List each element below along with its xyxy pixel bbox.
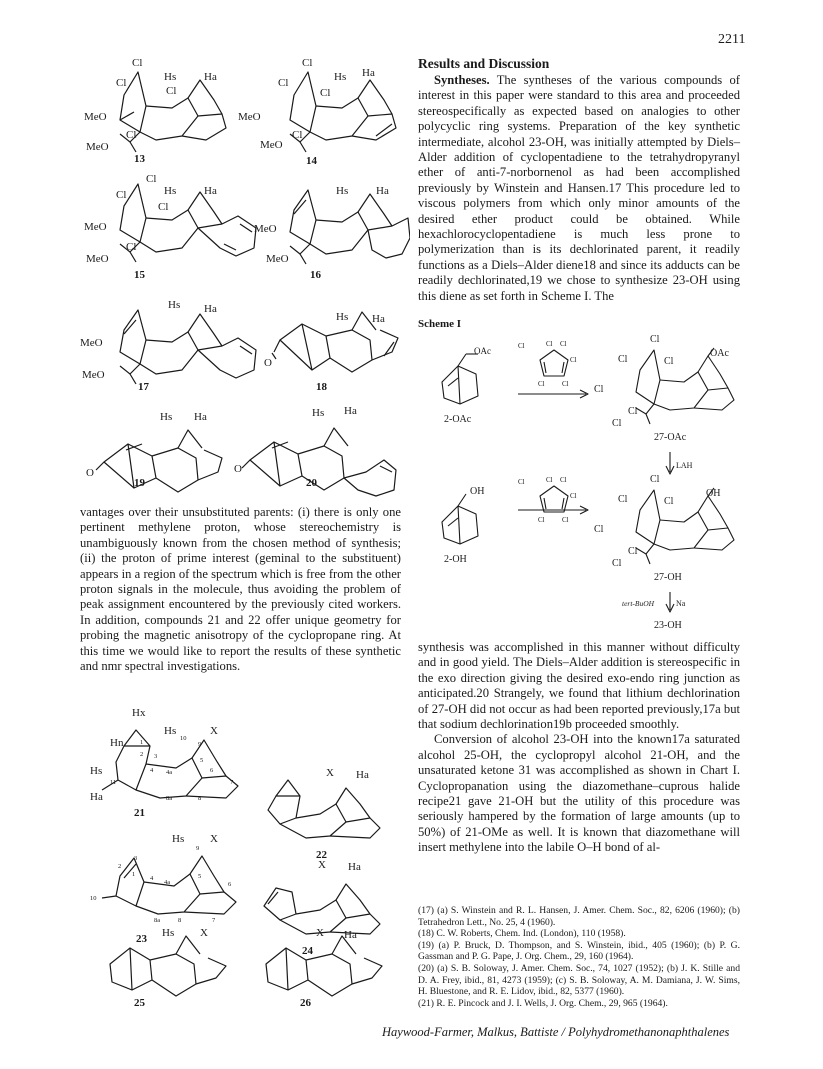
s15-cl-label: Cl (146, 173, 157, 185)
cl-label: Cl (562, 516, 569, 524)
s14-cl-label: Cl (302, 57, 313, 69)
cl-label: Cl (562, 380, 569, 388)
cl-label: Cl (650, 474, 660, 485)
cl-label: Cl (594, 384, 604, 395)
cl-label: Cl (570, 492, 577, 500)
s14-cl-label: Cl (320, 87, 331, 99)
cl-label: Cl (546, 476, 553, 484)
syntheses-lead: Syntheses. (434, 73, 490, 87)
s22-ha-label: Ha (356, 769, 369, 781)
s23-locant: 5 (198, 873, 202, 880)
s23-locant: 10 (90, 895, 97, 902)
cl-label: Cl (570, 356, 577, 364)
compound-number-20: 20 (306, 477, 317, 489)
reagent-tbuoh-label: tert-BuOH (622, 599, 655, 608)
syntheses-paragraph (418, 73, 740, 304)
s21-locant: 4a (166, 769, 173, 776)
footnote-18: (18) C. W. Roberts, Chem. Ind. (London), 110 (1958). (418, 928, 626, 940)
s13-cl-label: Cl (166, 85, 177, 97)
cl-label: Cl (560, 476, 567, 484)
s17-ha-label: Ha (204, 303, 217, 315)
s21-hx-label: Hx (132, 707, 146, 719)
s14-cl-label: Cl (292, 129, 303, 141)
s21-locant: 5 (200, 757, 204, 764)
reagent-lah-label: LAH (676, 461, 693, 470)
s21-locant: 6 (210, 767, 214, 774)
cl-label: Cl (628, 546, 638, 557)
s21-locant: 8a (166, 795, 173, 802)
cl-label: Cl (538, 380, 545, 388)
paragraph-conversion: Conversion of alcohol 23-OH into the known17a saturated alcohol 25-OH, the cyclopropyl alcohol 21-OH, and the unsaturated ketone 31 was accomplished as shown in Chart I. Cyclopropanation using the diazomethane–cuprous halide recipe21 gave 21-OH but the utility of this procedure was seriously hampered by the formation of large amounts (up to 50%) of 21-OMe as well. It is known that diazomethane will insert methylene into the labile O–H bond of al- (418, 732, 740, 855)
s24-x-label: X (318, 859, 326, 871)
compound-number-23: 23 (136, 933, 147, 945)
s15-cl-label: Cl (158, 201, 169, 213)
s23-locant: 1 (132, 871, 136, 878)
structures-figure (80, 40, 410, 500)
cl-label: Cl (628, 406, 638, 417)
s21-hn-label: Hn (110, 737, 124, 749)
s17-meo-label: MeO (80, 337, 103, 349)
compound-number-17: 17 (138, 381, 149, 393)
cl-label: Cl (538, 516, 545, 524)
compound-number-18: 18 (316, 381, 327, 393)
structure-16 (290, 190, 410, 264)
s19-o-label: O (86, 467, 94, 479)
scheme-title: Scheme I (418, 318, 462, 330)
structures-figure-2 (80, 700, 410, 1010)
s15-ha-label: Ha (204, 185, 217, 197)
s21-locant: 9 (198, 741, 202, 748)
s17-hs-label: Hs (168, 299, 181, 311)
s19-ha-label: Ha (194, 411, 207, 423)
cl-label: Cl (618, 354, 628, 365)
s21-locant: 10 (180, 735, 187, 742)
s14-cl-label: Cl (278, 77, 289, 89)
structure-15 (120, 184, 256, 262)
page-number: 2211 (718, 32, 746, 47)
s25-hs-label: Hs (162, 927, 175, 939)
scheme-i-figure (418, 330, 740, 630)
s21-hs-label: Hs (164, 725, 177, 737)
s21-ha-label: Ha (90, 791, 103, 803)
s21-locant: 3 (154, 753, 158, 760)
s16-hs-label: Hs (336, 185, 349, 197)
structure-20 (242, 428, 396, 496)
s15-meo-label: MeO (84, 221, 107, 233)
s13-ha-label: Ha (204, 71, 217, 83)
cl-label: Cl (618, 494, 628, 505)
compound-2-oh-label: 2-OH (444, 554, 467, 565)
compound-number-16: 16 (310, 269, 321, 281)
s23-locant: 9 (196, 845, 200, 852)
s14-meo-label: MeO (238, 111, 261, 123)
s23-locant: 4a (164, 879, 171, 886)
s26-ha-label: Ha (344, 929, 357, 941)
s13-meo-label: MeO (84, 111, 107, 123)
compound-number-19: 19 (134, 477, 145, 489)
s23-locant: 6 (228, 881, 232, 888)
compound-number-13: 13 (134, 153, 145, 165)
s15-cl-label: Cl (126, 241, 137, 253)
s23-locant: 3 (134, 855, 138, 862)
s18-ha-label: Ha (372, 313, 385, 325)
s23-locant: 8 (178, 917, 182, 924)
structure-22 (268, 780, 380, 838)
s15-cl-label: Cl (116, 189, 127, 201)
s23-locant: 7 (212, 917, 216, 924)
oh-label: OH (470, 486, 485, 497)
s23-locant: 8a (154, 917, 161, 924)
structure-19 (96, 430, 222, 492)
s20-o-label: O (234, 463, 242, 475)
structure-26 (266, 936, 382, 996)
s15-meo-label: MeO (86, 253, 109, 265)
structure-17 (120, 310, 256, 384)
s21-x-label: X (210, 725, 218, 737)
s21-locant: 1 (140, 739, 144, 746)
compound-23-oh-label: 23-OH (654, 620, 682, 630)
compound-number-14: 14 (306, 155, 317, 167)
s21-locant: 2 (140, 751, 144, 758)
cl-label: Cl (518, 478, 525, 486)
s14-ha-label: Ha (362, 67, 375, 79)
oac-label: OAc (474, 346, 491, 356)
left-body-paragraph (80, 505, 401, 674)
s13-cl-label: Cl (126, 129, 137, 141)
footnote-19: (19) (a) P. Bruck, D. Thompson, and S. Winstein, ibid., 405 (1960); (b) P. G. Gassman and P. G. Pape, J. Org. Chem., 29, 160 (1964). (418, 939, 740, 963)
compound-27-oh-label: 27-OH (654, 572, 682, 583)
paragraph-advantages: vantages over their unsubstituted parents: (i) there is only one pertinent methylene proton, whose stereochemistry is unambiguously known from the chosen method of synthesis; (ii) the proton of prime interest (geminal to the substituent) appears in a region of the spectrum which is free from the other proton signals in the molecule, thus avoiding the problem of peak assignment encountered by the previously cited workers. In addition, compounds 21 and 22 offer unique geometry for probing the magnetic anisotropy of the cyclopropane ring. At this time we would like to report the results of these synthetic and nmr spectral investigations. (80, 505, 401, 674)
footnotes (418, 905, 740, 1009)
oac-label: OAc (710, 348, 729, 359)
cl-label: Cl (560, 340, 567, 348)
s20-ha-label: Ha (344, 405, 357, 417)
reagent-na-label: Na (676, 599, 686, 608)
s19-hs-label: Hs (160, 411, 173, 423)
s25-x-label: X (200, 927, 208, 939)
s16-meo-label: MeO (266, 253, 289, 265)
s21-locant: 8 (198, 795, 202, 802)
s18-o-label: O (264, 357, 272, 369)
s23-locant: 4 (150, 875, 154, 882)
running-footer: Haywood-Farmer, Malkus, Battiste / Polyhydromethanonaphthalenes (382, 1025, 730, 1039)
cl-label: Cl (664, 356, 674, 367)
s14-meo-label: MeO (260, 139, 283, 151)
compound-number-24: 24 (302, 945, 313, 957)
s26-x-label: X (316, 927, 324, 939)
cl-label: Cl (650, 334, 660, 345)
compound-27-oac-label: 27-OAc (654, 432, 687, 443)
syntheses-text: The syntheses of the various compounds of interest in this paper were standard to this area and proceeded stereospecifically as expected based on analogies to other polycyclic ring systems. Preparation of the key synthetic intermediate, alcohol 23-OH, was initially attempted by Diels–Alder addition of cyclopentadiene to the tetrahydropyranyl ether of anti-7-norbornenol as had been accomplished previously by Winstein and Hansen.17 This procedure led to viscous polymers from which only minor amounts of the desired ether product could be obtained. While hexachlorocyclopentadiene is much less prone to polymerization than is its dechlorinated parent, it readily functions as a Diels–Alder diene18 and since its adducts can be readily dechlorinated,19 we chose to synthesize 23-OH using this diene as set forth in Scheme I. The (418, 73, 740, 303)
s13-meo-label: MeO (86, 141, 109, 153)
s22-x-label: X (326, 767, 334, 779)
paragraph-synthesis-result: synthesis was accomplished in this manner without difficulty and in good yield. The Diels–Alder addition is stereospecific in the exo direction giving the desired exo-endo ring junction as anticipated.20 Strangely, we found that lithium dechlorination of 27-OH did not occur as had been reported previously,17a but that sodium dechlorination19b proceeded smoothly. (418, 640, 740, 732)
cl-label: Cl (594, 524, 604, 535)
section-title: Results and Discussion (418, 56, 550, 71)
s13-hs-label: Hs (164, 71, 177, 83)
cl-label: Cl (612, 418, 622, 429)
compound-number-26: 26 (300, 997, 311, 1009)
footnote-21: (21) R. E. Pincock and J. I. Wells, J. Org. Chem., 29, 965 (1964). (418, 997, 668, 1009)
s14-hs-label: Hs (334, 71, 347, 83)
s21-locant: 7 (230, 779, 234, 786)
cl-label: Cl (664, 496, 674, 507)
footnote-17: (17) (a) S. Winstein and R. L. Hansen, J. Amer. Chem. Soc., 82, 6206 (1960); (b) Tetrahedron Lett., No. 25, 4 (1960). (418, 905, 740, 928)
s16-ha-label: Ha (376, 185, 389, 197)
s13-cl-label: Cl (116, 77, 127, 89)
cl-label: Cl (612, 558, 622, 569)
s20-hs-label: Hs (312, 407, 325, 419)
cl-label: Cl (518, 342, 525, 350)
right-body-text (418, 640, 740, 856)
s17-meo-label: MeO (82, 369, 105, 381)
s21-locant: 11 (110, 779, 117, 786)
compound-number-25: 25 (134, 997, 145, 1009)
oh-label: OH (706, 488, 721, 499)
s15-hs-label: Hs (164, 185, 177, 197)
structure-14 (290, 72, 396, 152)
s16-meo-label: MeO (254, 223, 277, 235)
compound-number-15: 15 (134, 269, 145, 281)
cl-label: Cl (546, 340, 553, 348)
s21-locant: 4 (150, 767, 154, 774)
compound-number-22: 22 (316, 849, 327, 861)
s24-ha-label: Ha (348, 861, 361, 873)
s18-hs-label: Hs (336, 311, 349, 323)
s23-hs-label: Hs (172, 833, 185, 845)
footnote-20: (20) (a) S. B. Soloway, J. Amer. Chem. Soc., 74, 1027 (1952); (b) J. K. Stille and D. A. Frey, ibid., 81, 4273 (1959); (c) S. B. Soloway, A. M. Damiana, J. W. Sims, H. Bluestone, and R. E. Lidov, ibid., 82, 5377 (1960). (418, 962, 740, 998)
s21-hs-label: Hs (90, 765, 103, 777)
s23-x-label: X (210, 833, 218, 845)
s13-cl-label: Cl (132, 57, 143, 69)
compound-2-oac-label: 2-OAc (444, 414, 472, 425)
compound-number-21: 21 (134, 807, 145, 819)
structure-25 (110, 936, 226, 996)
s23-locant: 2 (118, 863, 122, 870)
